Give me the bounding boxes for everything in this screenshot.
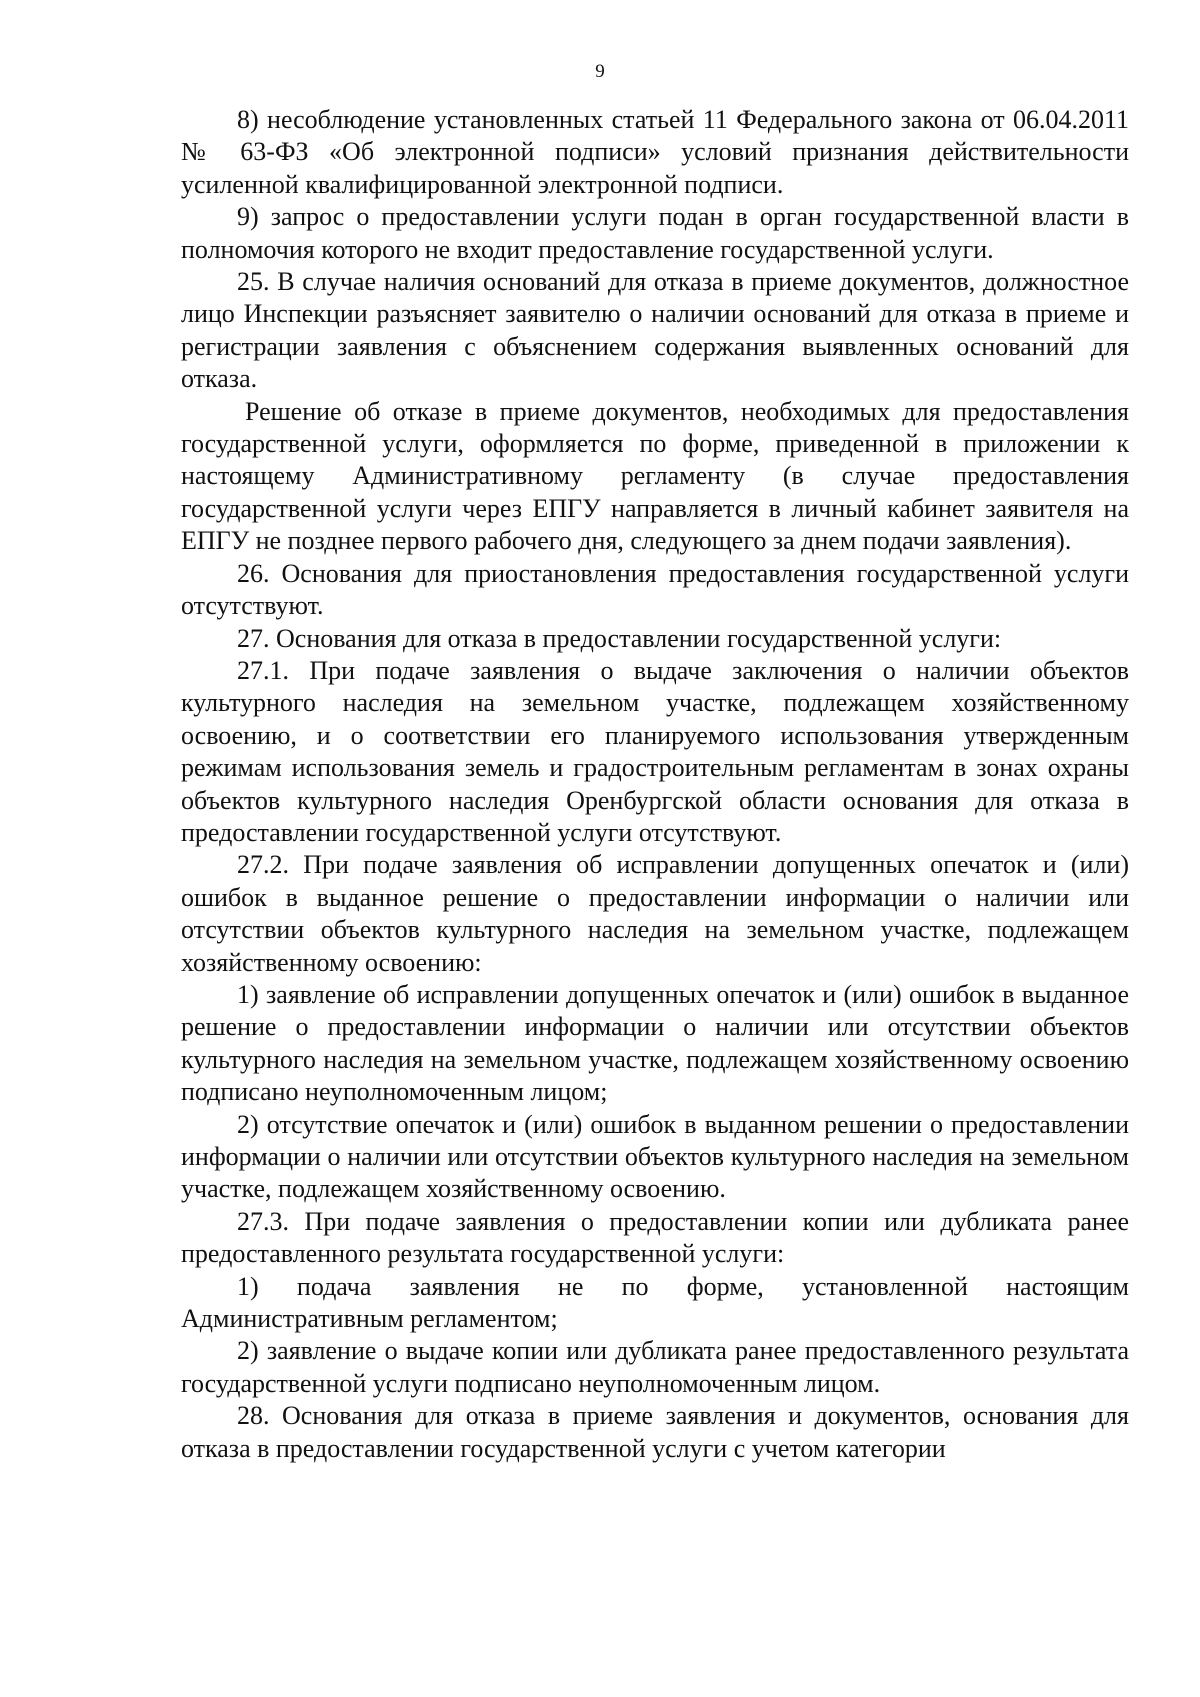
paragraph-27-2-item-2: 2) отсутствие опечаток и (или) ошибок в выданном решении о предоставлении информации о наличии или отсутствии объектов культурного наследия на земельном участке, подлежащем хозяйственному освоению. bbox=[181, 1109, 1129, 1204]
paragraph-27-1: 27.1. При подаче заявления о выдаче заключения о наличии объектов культурного наследия на земельном участке, подлежащем хозяйственному освоению, и о соответствии его планируемого использования утвержденным режимам использования земель и градостроительным регламентам в зонах охраны объектов культурного наследия Оренбургской области основания для отказа в предоставлении государственной услуги отсутствуют. bbox=[181, 655, 1129, 847]
paragraph-28: 28. Основания для отказа в приеме заявления и документов, основания для отказа в предоставлении государственной услуги с учетом категории bbox=[181, 1401, 1129, 1463]
paragraph-item-8: 8) несоблюдение установленных статьей 11 Федерального закона от 06.04.2011 № 63-ФЗ «Об электронной подписи» условий признания действительности усиленной квалифицированной электронной подписи. bbox=[181, 105, 1129, 199]
paragraph-25: 25. В случае наличия оснований для отказа в приеме документов, должностное лицо Инспекции разъясняет заявителю о наличии оснований для отказа в приеме и регистрации заявления с объяснением содержания выявленных оснований для отказа. bbox=[181, 267, 1129, 394]
paragraph-27: 27. Основания для отказа в предоставлении государственной услуги: bbox=[237, 623, 1002, 653]
paragraph-26: 26. Основания для приостановления предоставления государственной услуги отсутствуют. bbox=[181, 558, 1129, 621]
document-body bbox=[181, 104, 1129, 1465]
page-number: 9 bbox=[595, 61, 605, 82]
paragraph-27-3-item-1: 1) подача заявления не по форме, установленной настоящим Административным регламентом; bbox=[181, 1271, 1129, 1334]
paragraph-item-9: 9) запрос о предоставлении услуги подан в орган государственной власти в полномочия которого не входит предоставление государственной услуги. bbox=[181, 202, 1129, 264]
paragraph-27-2: 27.2. При подаче заявления об исправлении допущенных опечаток и (или) ошибок в выданное решение о предоставлении информации о наличии или отсутствии объектов культурного наследия на земельном участке, подлежащем хозяйственному освоению: bbox=[181, 850, 1129, 977]
paragraph-refusal-decision: Решение об отказе в приеме документов, необходимых для предоставления государственной услуги, оформляется по форме, приведенной в приложении к настоящему Административному регламенту (в случае предоставления государственной услуги через ЕПГУ направляется в личный кабинет заявителя на ЕПГУ не позднее первого рабочего дня, следующего за днем подачи заявления). bbox=[181, 396, 1129, 556]
paragraph-27-2-item-1: 1) заявление об исправлении допущенных опечаток и (или) ошибок в выданное решение о предоставлении информации о наличии или отсутствии объектов культурного наследия на земельном участке, подлежащем хозяйственному освоению подписано неуполномоченным лицом; bbox=[181, 979, 1129, 1107]
paragraph-27-3: 27.3. При подаче заявления о предоставлении копии или дубликата ранее предоставленного результата государственной услуги: bbox=[181, 1206, 1129, 1269]
paragraph-27-3-item-2: 2) заявление о выдаче копии или дубликата ранее предоставленного результата государственной услуги подписано неуполномоченным лицом. bbox=[181, 1336, 1129, 1398]
